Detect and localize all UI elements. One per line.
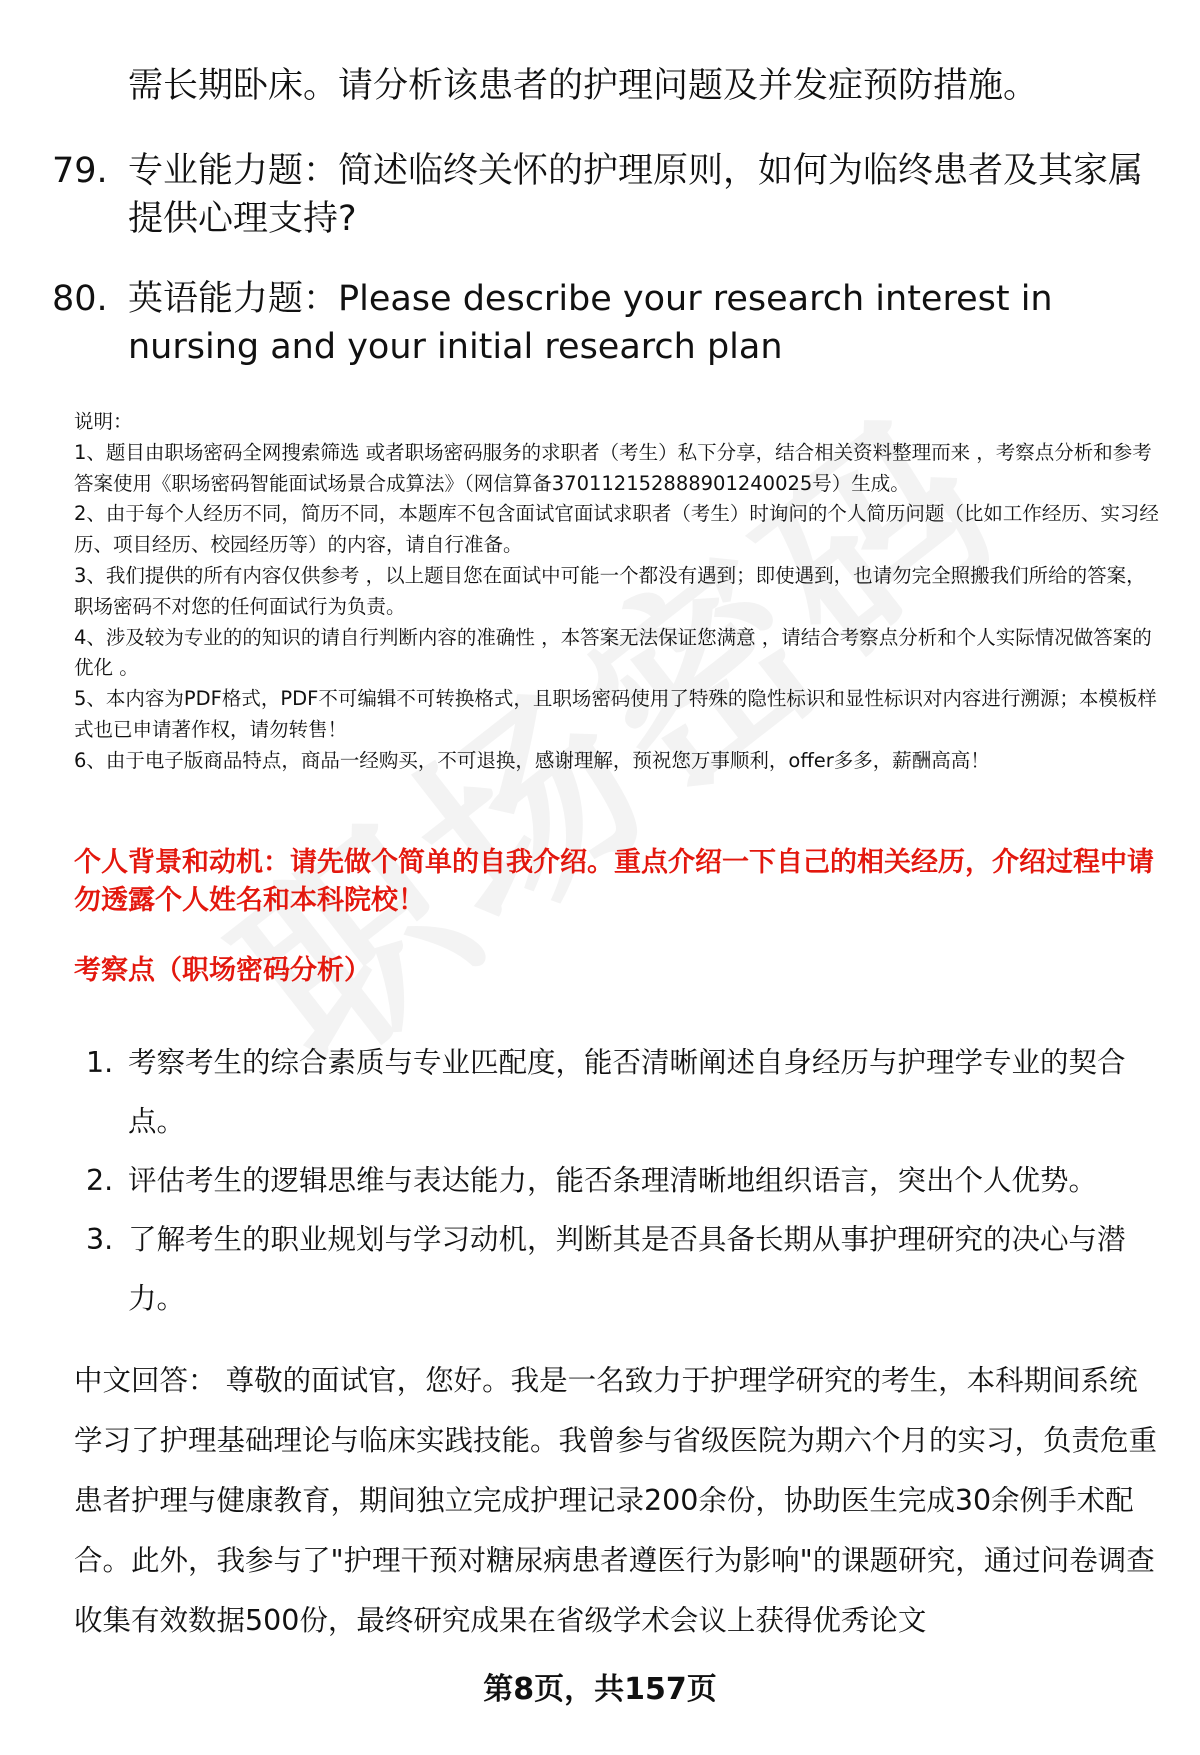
- note-item: 5、本内容为PDF格式，PDF不可编辑不可转换格式，且职场密码使用了特殊的隐性标识和显性标识对内容进行溯源；本模板样式也已申请著作权，请勿转售！: [74, 687, 1157, 741]
- notes-heading: 说明：: [74, 410, 133, 433]
- question-text: 专业能力题：简述临终关怀的护理原则，如何为临终患者及其家属提供心理支持?: [128, 151, 1144, 239]
- answer-paragraph: [74, 1351, 1164, 1651]
- question-text: 英语能力题：Please describe your research interest in nursing and your initial research plan: [128, 279, 1053, 367]
- list-item-text: 了解考生的职业规划与学习动机，判断其是否具备长期从事护理研究的决心与潜力。: [128, 1223, 1126, 1315]
- list-item-number: 2.: [86, 1164, 114, 1197]
- page-footer: 第8页，共157页: [483, 1672, 717, 1707]
- list-item-number: 1.: [86, 1046, 114, 1079]
- list-item: [0, 1033, 1200, 1151]
- section-title: 个人背景和动机：请先做个简单的自我介绍。重点介绍一下自己的相关经历，介绍过程中请勿透露个人姓名和本科院校！: [74, 847, 1154, 916]
- notes-block: [74, 407, 1164, 777]
- list-item-text: 评估考生的逻辑思维与表达能力，能否条理清晰地组织语言，突出个人优势。: [128, 1164, 1098, 1197]
- note-item: 4、涉及较为专业的的知识的请自行判断内容的准确性 ，本答案无法保证您满意 ，请结合考察点分析和个人实际情况做答案的优化 。: [74, 625, 1152, 680]
- list-item-number: 3.: [86, 1223, 114, 1256]
- note-item: 2、由于每个人经历不同，简历不同，本题库不包含面试官面试求职者（考生）时询问的个人简历问题（比如工作经历、实习经历、项目经历、校园经历等）的内容，请自行准备。: [74, 502, 1159, 557]
- analysis-title: 考察点（职场密码分析）: [74, 955, 371, 986]
- analysis-points-list: [0, 1033, 1200, 1328]
- answer-text: 尊敬的面试官，您好。我是一名致力于护理学研究的考生，本科期间系统学习了护理基础理论与临床实践技能。我曾参与省级医院为期六个月的实习，负责危重患者护理与健康教育，期间独立完成护理记录200余份，协助医生完成30余例手术配合。此外，我参与了"护理干预对糖尿病患者遵医行为影响"的课题研究，通过问卷调查收集有效数据500份，最终研究成果在省级学术会议上获得优秀论文: [74, 1364, 1158, 1637]
- list-item: [0, 1151, 1200, 1210]
- question-number: 80.: [52, 279, 108, 319]
- note-item: 1、题目由职场密码全网搜索筛选 或者职场密码服务的求职者（考生）私下分享，结合相关资料整理而来 ，考察点分析和参考答案使用《职场密码智能面试场景合成算法》（网信算备370112152888901240025号）生成。: [74, 440, 1152, 495]
- note-item: 3、我们提供的所有内容仅供参考 ，以上题目您在面试中可能一个都没有遇到；即使遇到，也请勿完全照搬我们所给的答案，职场密码不对您的任何面试行为负责。: [74, 563, 1146, 618]
- answer-label: 中文回答：: [74, 1364, 217, 1397]
- note-item: 6、由于电子版商品特点，商品一经购买，不可退换，感谢理解，预祝您万事顺利，offer多多，薪酬高高！: [74, 748, 990, 772]
- question-text: 需长期卧床。请分析该患者的护理问题及并发症预防措施。: [128, 66, 1039, 106]
- list-item: [0, 1210, 1200, 1328]
- question-number: 79.: [52, 151, 108, 191]
- list-item-text: 考察考生的综合素质与专业匹配度，能否清晰阐述自身经历与护理学专业的契合点。: [128, 1046, 1126, 1138]
